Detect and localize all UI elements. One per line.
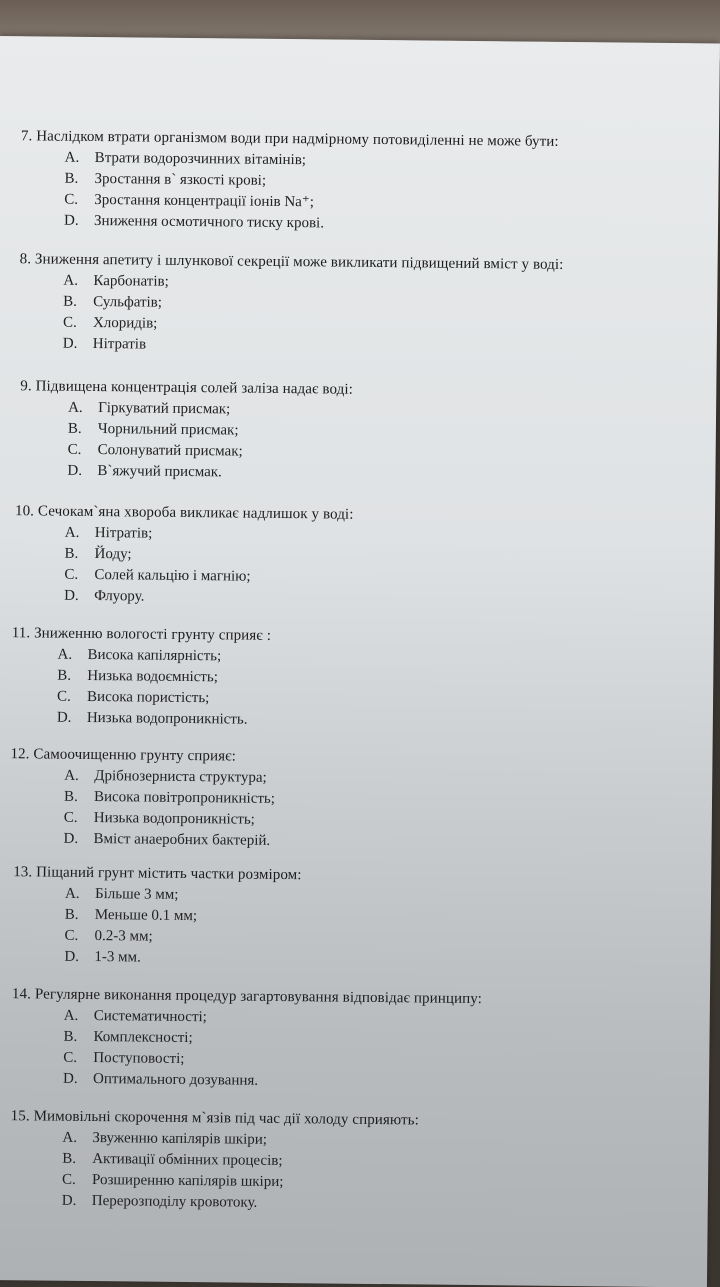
question-number: 7.	[20, 128, 33, 145]
option-a: A. Нітратів;	[64, 524, 153, 542]
option-d: D. Зниження осмотичного тиску крові.	[63, 212, 325, 232]
question-8	[0, 249, 718, 362]
question-list	[0, 36, 720, 1287]
option-b: B. Зростання в` язкості крові;	[64, 170, 267, 189]
option-c: C. Зростання концентрації іонів Na⁺;	[64, 191, 315, 211]
option-d: D. В`яжучий присмак.	[67, 462, 222, 481]
option-c: C. Низька водопроникність;	[63, 809, 255, 828]
option-b: B. Йоду;	[64, 545, 132, 563]
question-number: 14.	[11, 986, 32, 1003]
option-d: D. Оптимального дозування.	[63, 1070, 259, 1089]
question-text: Регулярне виконання процедур загартовування відповідає принципу:	[34, 986, 483, 1008]
option-d: D. Вміст анаеробних бактерій.	[63, 830, 271, 849]
option-c: C. 0.2-3 мм;	[64, 927, 153, 945]
question-12	[0, 744, 713, 857]
question-10	[0, 501, 715, 614]
option-a: A. Гіркуватий присмак;	[68, 399, 231, 418]
option-b: B. Комплексності;	[63, 1028, 193, 1047]
question-number: 9.	[20, 378, 32, 395]
question-text: Наслідком втрати організмом води при надмірному потовиділенні не може бути:	[36, 128, 559, 150]
option-c: C. Хлоридів;	[62, 314, 158, 332]
question-text: Зниження апетиту і шлункової секреції може викликати підвищений вміст у воді:	[34, 251, 564, 273]
question-text: Піщаний грунт містить частки розміром:	[36, 864, 302, 884]
question-number: 11.	[11, 625, 31, 642]
option-b: B. Низька водоємність;	[57, 667, 219, 686]
option-c: C. Солей кальцію і магнію;	[64, 566, 251, 585]
option-a: A. Більше 3 мм;	[64, 885, 179, 903]
question-15	[0, 1106, 709, 1219]
option-b: B. Меньше 0.1 мм;	[64, 906, 198, 925]
question-number: 10.	[14, 503, 35, 520]
question-number: 12.	[10, 746, 30, 763]
option-c: C. Висока пористість;	[57, 688, 210, 707]
option-c: C. Поступовості;	[63, 1049, 185, 1067]
question-13	[0, 862, 711, 975]
option-d: D. Перерозподілу кровотоку.	[61, 1192, 258, 1211]
option-d: D. 1-3 мм.	[64, 948, 141, 966]
option-b: B. Сульфатів;	[63, 293, 163, 311]
question-text: Самоочищенню грунту сприяє:	[33, 746, 237, 765]
option-a: A. Дрібнозерниста структура;	[64, 767, 267, 786]
question-11	[0, 623, 714, 736]
option-a: A. Звуженню капілярів шкіри;	[62, 1129, 268, 1148]
question-14	[0, 984, 710, 1097]
question-text: Зниженню вологості грунту сприяє :	[34, 625, 272, 644]
question-number: 15.	[10, 1108, 30, 1125]
question-number: 13.	[13, 864, 33, 881]
question-7	[0, 126, 719, 239]
option-a: A. Висока капілярність;	[57, 646, 222, 665]
option-b: B. Висока повітропроникність;	[63, 788, 276, 807]
question-text: Сечокам`яна хвороба викликає надлишок у воді:	[37, 503, 354, 523]
question-9	[0, 376, 716, 489]
question-text: Підвищена концентрація солей заліза надає воді:	[35, 378, 354, 398]
option-d: D. Нітратів	[62, 335, 147, 353]
option-b: B. Активації обмінних процесів;	[62, 1150, 283, 1170]
option-d: D. Низька водопроникність.	[56, 709, 248, 728]
question-number: 8.	[19, 251, 32, 268]
option-c: C. Солонуватий присмак;	[67, 441, 243, 460]
paper-sheet	[0, 36, 720, 1287]
option-d: D. Флуору.	[64, 587, 145, 605]
option-c: C. Розширенню капілярів шкіри;	[61, 1171, 284, 1191]
option-a: A. Систематичності;	[63, 1007, 207, 1026]
option-a: A. Карбонатів;	[63, 272, 169, 290]
option-b: B. Чорнильний присмак;	[67, 420, 239, 439]
question-text: Мимовільні скорочення м`язів під час дії холоду сприяють:	[33, 1108, 420, 1129]
option-a: A. Втрати водорозчинних вітамінів;	[64, 149, 307, 169]
